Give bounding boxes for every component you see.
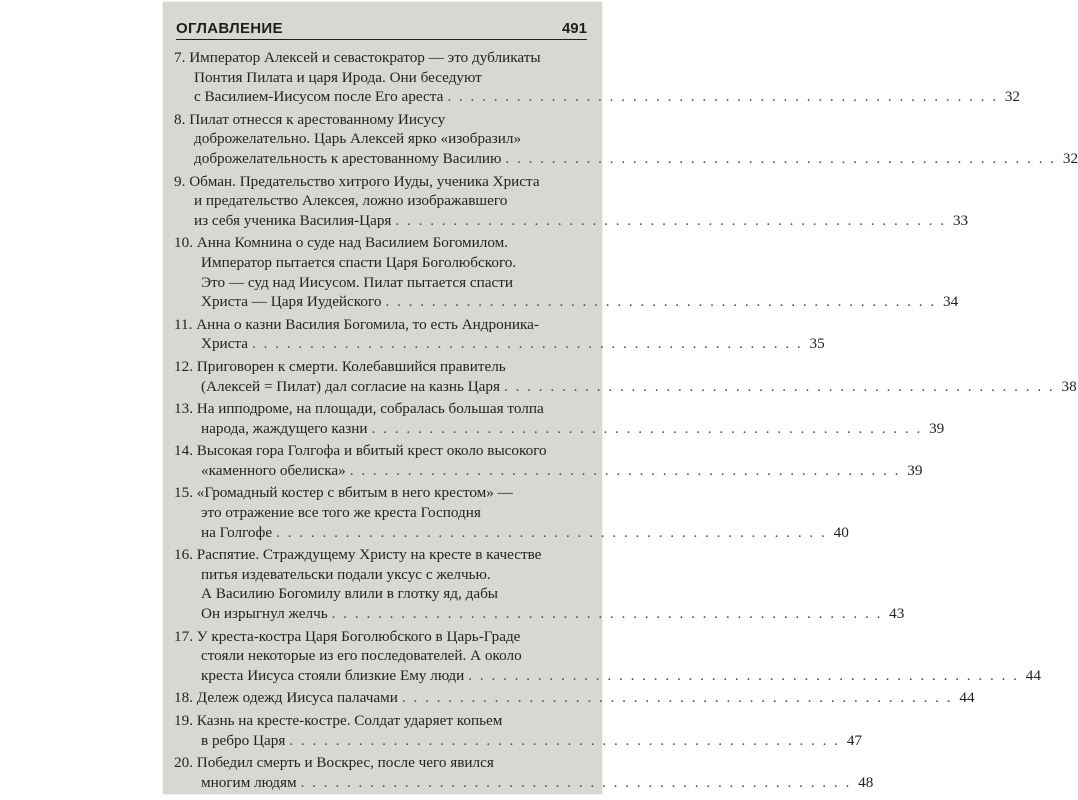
- toc-entry-line: [174, 149, 1078, 169]
- toc-entry-text: 19. Казнь на кресте-костре. Солдат ударяет копьем: [174, 712, 503, 729]
- toc-entry-text: креста Иисуса стояли близкие Ему люди: [201, 666, 465, 684]
- toc-page-number: 40: [833, 523, 849, 541]
- leader-dots: . . . . . . . . . . . . . . . . . . . . . . . . . . . . . . . . . . . . . . . . . . . . . . . .: [395, 211, 947, 229]
- toc-page-number: 44: [959, 689, 975, 707]
- toc-entry-line: [174, 731, 863, 751]
- toc-entry-text: 14. Высокая гора Голгофа и вбитый крест около высокого: [174, 442, 547, 460]
- leader-dots: . . . . . . . . . . . . . . . . . . . . . . . . . . . . . . . . . . . . . . . . . . . . . . . .: [401, 689, 953, 707]
- running-header: [176, 20, 587, 40]
- toc-entry-text: 10. Анна Комнина о суде над Василием Богомилом.: [174, 234, 509, 252]
- leader-dots: . . . . . . . . . . . . . . . . . . . . . . . . . . . . . . . . . . . . . . . . . . . . . . . .: [331, 605, 883, 623]
- toc-entry-text: многим людям: [201, 773, 297, 791]
- toc-entry-line: [174, 565, 588, 585]
- toc-entry: [174, 48, 1021, 107]
- toc-page-number: 48: [858, 773, 874, 791]
- toc-entry-line: [174, 483, 588, 503]
- toc-entry-line: [174, 711, 588, 731]
- toc-entry-text: 18. Дележ одежд Иисуса палачами: [174, 689, 398, 707]
- toc-entry-text: 7. Император Алексей и севастократор — это дубликаты: [174, 49, 541, 66]
- toc-entry-line: [174, 211, 969, 231]
- toc-entry-line: [174, 191, 588, 211]
- leader-dots: . . . . . . . . . . . . . . . . . . . . . . . . . . . . . . . . . . . . . . . . . . . . . . . .: [252, 335, 803, 353]
- toc-entry-text: 20. Победил смерть и Воскрес, после чего явился: [174, 754, 494, 772]
- toc-entry-text: в ребро Царя: [201, 731, 286, 749]
- toc-page-number: 35: [809, 335, 825, 353]
- toc-entry-line: [174, 584, 588, 604]
- toc-entry-line: [174, 419, 945, 439]
- toc-entry-text: 8. Пилат отнесся к арестованному Иисусу: [174, 110, 446, 128]
- toc-entry-line: [174, 441, 588, 461]
- toc-entry-line: [174, 604, 905, 624]
- toc-entry-text: Христа: [201, 335, 248, 353]
- toc-entry: [174, 753, 874, 792]
- toc-entry-line: [174, 68, 588, 88]
- leader-dots: . . . . . . . . . . . . . . . . . . . . . . . . . . . . . . . . . . . . . . . . . . . . . . . .: [300, 773, 852, 791]
- leader-dots: . . . . . . . . . . . . . . . . . . . . . . . . . . . . . . . . . . . . . . . . . . . . . . . .: [289, 731, 841, 749]
- leader-dots: . . . . . . . . . . . . . . . . . . . . . . . . . . . . . . . . . . . . . . . . . . . . . . . .: [385, 293, 937, 311]
- toc-entry-text: питья издевательски подали уксус с желчью.: [201, 565, 491, 583]
- toc-entry-text: (Алексей = Пилат) дал согласие на казнь Царя: [201, 377, 501, 395]
- toc-entry-text: Это — суд над Иисусом. Пилат пытается спасти: [201, 273, 513, 291]
- toc-entry-text: 13. На ипподроме, на площади, собралась большая толпа: [174, 400, 544, 418]
- toc-entry-text: доброжелательно. Царь Алексей ярко «изобразил»: [194, 130, 522, 148]
- toc-page-number: 32: [1004, 88, 1021, 106]
- toc-entry: [174, 110, 1078, 169]
- toc-entry-text: с Василием-Иисусом после Его ареста: [194, 88, 444, 106]
- toc-entry-line: [174, 627, 588, 647]
- toc-entry: [174, 357, 1077, 396]
- toc-entry: [174, 688, 975, 708]
- toc-entry-line: [174, 646, 588, 666]
- toc-page-number: 34: [942, 293, 959, 311]
- toc-page-number: 32: [1062, 149, 1078, 167]
- toc-entry-text: 12. Приговорен к смерти. Колебавшийся правитель: [174, 357, 506, 375]
- toc-entry-line: [174, 399, 588, 419]
- toc-page-number: 38: [1061, 377, 1077, 395]
- toc-entry-line: [174, 523, 849, 543]
- toc-entry: [174, 399, 945, 438]
- toc-entry-line: [174, 315, 588, 335]
- toc-entry: [174, 441, 923, 480]
- toc-page-number: 43: [889, 605, 905, 623]
- toc-entry: [174, 545, 905, 623]
- toc-page-number: 47: [846, 731, 863, 749]
- toc-entry-text: Христа — Царя Иудейского: [201, 293, 382, 311]
- leader-dots: . . . . . . . . . . . . . . . . . . . . . . . . . . . . . . . . . . . . . . . . . . . . . . . .: [505, 149, 1057, 167]
- leader-dots: . . . . . . . . . . . . . . . . . . . . . . . . . . . . . . . . . . . . . . . . . . . . . . . .: [349, 461, 901, 479]
- toc-entry-text: 17. У креста-костра Царя Боголюбского в Царь-Граде: [174, 627, 521, 645]
- toc-entry-line: [174, 503, 588, 523]
- toc-entry: [174, 315, 825, 354]
- toc-entry-line: [174, 461, 923, 481]
- toc-entry-text: народа, жаждущего казни: [201, 419, 368, 437]
- toc-entry-line: [174, 110, 588, 130]
- toc-entry-text: 9. Обман. Предательство хитрого Иуды, ученика Христа: [174, 172, 540, 190]
- leader-dots: . . . . . . . . . . . . . . . . . . . . . . . . . . . . . . . . . . . . . . . . . . . . . . . .: [468, 666, 1019, 684]
- leader-dots: . . . . . . . . . . . . . . . . . . . . . . . . . . . . . . . . . . . . . . . . . . . . . . . .: [276, 523, 827, 541]
- toc-entry-text: А Василию Богомилу влили в глотку яд, дабы: [201, 585, 499, 603]
- toc-entry: [174, 711, 863, 750]
- toc-entry-line: [174, 48, 588, 68]
- toc-entry-text: и предательство Алексея, ложно изображавшего: [194, 192, 508, 210]
- toc-entry-line: [174, 666, 1041, 686]
- toc-entry-line: [174, 233, 588, 253]
- toc-entry-line: [174, 377, 1077, 397]
- toc-entry: [174, 233, 959, 311]
- toc-entry-line: [174, 334, 825, 354]
- leader-dots: . . . . . . . . . . . . . . . . . . . . . . . . . . . . . . . . . . . . . . . . . . . . . . . .: [504, 377, 1055, 395]
- toc-page-number: 44: [1025, 666, 1041, 684]
- toc-entry-line: [174, 357, 588, 377]
- toc-entry-text: 11. Анна о казни Василия Богомила, то есть Андроника-: [174, 315, 539, 333]
- toc-entry-line: [174, 253, 588, 273]
- toc-entry: [174, 627, 1041, 686]
- toc-entry-line: [174, 688, 975, 708]
- toc-entry-text: на Голгофе: [201, 523, 273, 541]
- toc-page-number: 39: [907, 461, 923, 479]
- toc-entry-line: [174, 273, 588, 293]
- toc-entry: [174, 172, 969, 231]
- table-of-contents: [174, 48, 1078, 795]
- toc-entry-text: 15. «Громадный костер с вбитым в него крестом» —: [174, 484, 513, 502]
- section-title: ОГЛАВЛЕНИЕ: [176, 20, 283, 37]
- toc-entry-line: [174, 129, 588, 149]
- toc-entry-line: [174, 172, 588, 192]
- toc-entry-line: [174, 292, 959, 312]
- toc-entry-text: из себя ученика Василия-Царя: [194, 211, 392, 229]
- toc-entry-text: это отражение все того же креста Господня: [201, 504, 481, 522]
- toc-entry-text: 16. Распятие. Страждущему Христу на кресте в качестве: [174, 546, 542, 564]
- leader-dots: . . . . . . . . . . . . . . . . . . . . . . . . . . . . . . . . . . . . . . . . . . . . . . . .: [371, 419, 923, 437]
- book-page: [163, 2, 1078, 794]
- toc-entry-line: [174, 545, 588, 565]
- toc-page-number: 33: [952, 211, 969, 229]
- toc-entry-text: Император пытается спасти Царя Боголюбского.: [201, 253, 517, 271]
- toc-entry-line: [174, 87, 1021, 107]
- leader-dots: . . . . . . . . . . . . . . . . . . . . . . . . . . . . . . . . . . . . . . . . . . . . . . . .: [447, 88, 999, 106]
- page-number: 491: [561, 20, 587, 37]
- toc-page-number: 39: [929, 419, 945, 437]
- toc-entry: [174, 483, 849, 542]
- toc-entry-text: «каменного обелиска»: [201, 461, 346, 479]
- toc-entry-text: доброжелательность к арестованному Василию: [194, 149, 502, 167]
- toc-entry-text: Понтия Пилата и царя Ирода. Они беседуют: [194, 68, 482, 86]
- toc-entry-line: [174, 773, 874, 793]
- toc-entry-text: Он изрыгнул желчь: [201, 605, 328, 623]
- toc-entry-line: [174, 753, 588, 773]
- toc-entry-text: стояли некоторые из его последователей. А около: [201, 647, 522, 665]
